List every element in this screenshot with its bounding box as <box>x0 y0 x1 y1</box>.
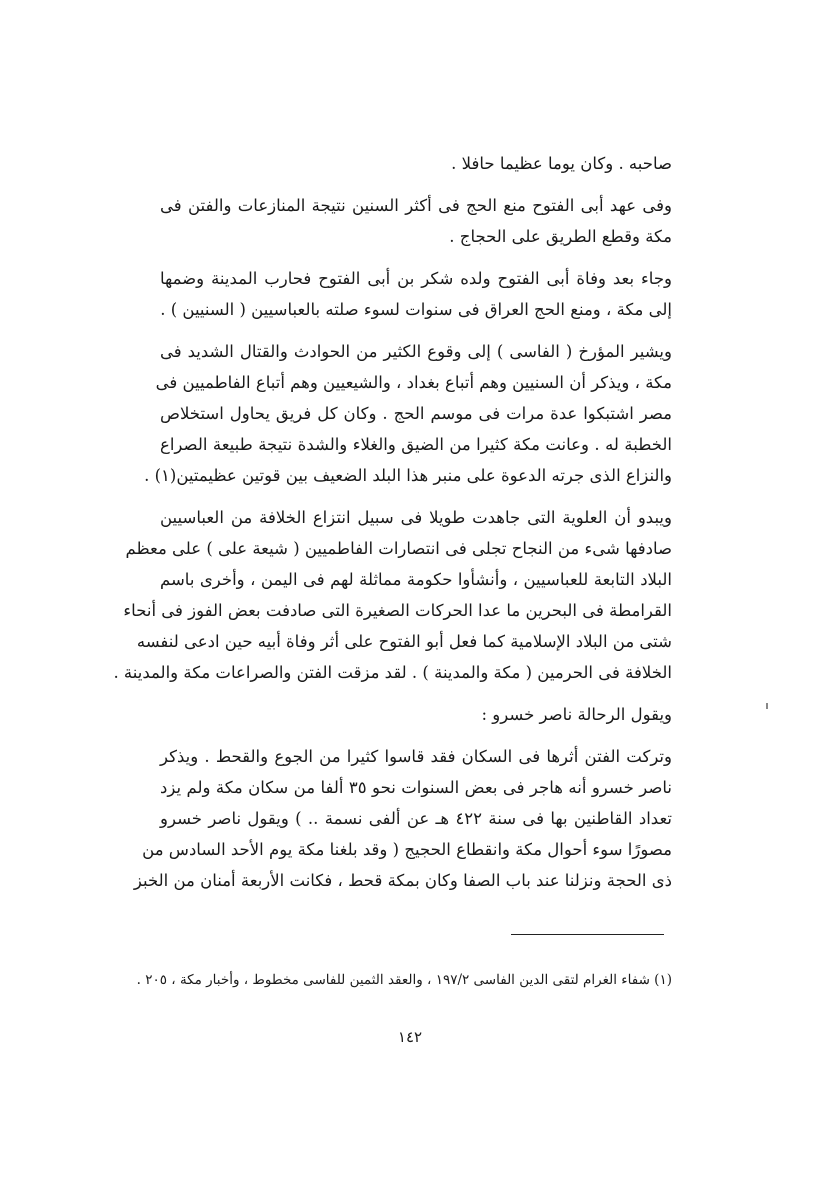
paragraph-gap <box>160 491 672 502</box>
text-line: مكة وقطع الطريق على الحجاج . <box>449 227 672 246</box>
footnote-separator <box>511 934 664 935</box>
text-line: مصورًا سوء أحوال مكة وانقطاع الحجيج ( وقد بلغنا مكة يوم الأحد السادس من <box>142 840 672 859</box>
text-line: الخلافة فى الحرمين ( مكة والمدينة ) . لقد مزقت الفتن والصراعات مكة والمدينة . <box>113 663 672 682</box>
text-line: وتركت الفتن أثرها فى السكان فقد قاسوا كثيرا من الجوع والقحط . ويذكر <box>160 747 672 766</box>
paragraph <box>113 502 672 688</box>
margin-mark <box>766 703 768 709</box>
text-line: ذى الحجة ونزلنا عند باب الصفا وكان بمكة قحط ، فكانت الأربعة أمنان من الخبز <box>133 871 672 890</box>
paragraph-gap <box>160 730 672 741</box>
paragraph-gap <box>160 179 672 190</box>
text-line: صاحبه . وكان يوما عظيما حافلا . <box>451 154 672 173</box>
text-line: الخطبة له . وعانت مكة كثيرا من الضيق والغلاء والشدة نتيجة طبيعة الصراع <box>160 435 672 454</box>
text-line: القرامطة فى البحرين ما عدا الحركات الصغيرة التى صادفت بعض الفوز فى أنحاء <box>123 601 672 620</box>
text-line: ناصر خسرو أنه هاجر فى بعض السنوات نحو ٣٥ ألفا من سكان مكة ولم يزد <box>160 778 672 797</box>
text-line: إلى مكة ، ومنع الحج العراق فى سنوات لسوء صلته بالعباسيين ( السنيين ) . <box>160 300 672 319</box>
paragraph-gap <box>160 325 672 336</box>
footnote: (١) شفاء الغرام لتقى الدين الفاسى ١٩٧/٢ ، والعقد الثمين للفاسى مخطوط ، وأخبار مكة ، ٢٠٥ . <box>136 972 672 988</box>
text-line: ويشير المؤرخ ( الفاسى ) إلى وقوع الكثير من الحوادث والقتال الشديد فى <box>160 342 672 361</box>
text-line: مكة ، ويذكر أن السنيين وهم أتباع بغداد ، والشيعيين وهم أتباع الفاطميين فى <box>155 373 672 392</box>
text-line: ويبدو أن العلوية التى جاهدت طويلا فى سبيل انتزاع الخلافة من العباسيين <box>160 508 672 527</box>
paragraph <box>144 336 672 491</box>
paragraph <box>160 148 672 179</box>
page-number: ١٤٢ <box>397 1028 423 1046</box>
text-line: ويقول الرحالة ناصر خسرو : <box>481 705 672 724</box>
main-text <box>113 148 672 896</box>
text-line: مصر اشتبكوا عدة مرات فى موسم الحج . وكان كل فريق يحاول استخلاص <box>160 404 672 423</box>
text-line: صادفها شىء من النجاح تجلى فى انتصارات الفاطميين ( شيعة على ) على معظم <box>125 539 672 558</box>
text-line: شتى من البلاد الإسلامية كما فعل أبو الفتوح على أثر وفاة أبيه حين ادعى لنفسه <box>136 632 672 651</box>
text-line: والنزاع الذى جرته الدعوة على منبر هذا البلد الضعيف بين قوتين عظيمتين(١) . <box>144 466 672 485</box>
text-line: تعداد القاطنين بها فى سنة ٤٢٢ هـ عن ألفى نسمة .. ) ويقول ناصر خسرو <box>160 809 672 828</box>
paragraph-gap <box>160 688 672 699</box>
paragraph <box>160 699 672 730</box>
paragraph <box>160 190 672 252</box>
text-line: وفى عهد أبى الفتوح منع الحج فى أكثر السنين نتيجة المنازعات والفتن فى <box>160 196 672 215</box>
text-line: وجاء بعد وفاة أبى الفتوح ولده شكر بن أبى الفتوح فحارب المدينة وضمها <box>160 269 672 288</box>
paragraph-gap <box>160 252 672 263</box>
paragraph <box>133 741 672 896</box>
paragraph <box>160 263 672 325</box>
text-line: البلاد التابعة للعباسيين ، وأنشأوا حكومة مماثلة لهم فى اليمن ، وأخرى باسم <box>160 570 672 589</box>
